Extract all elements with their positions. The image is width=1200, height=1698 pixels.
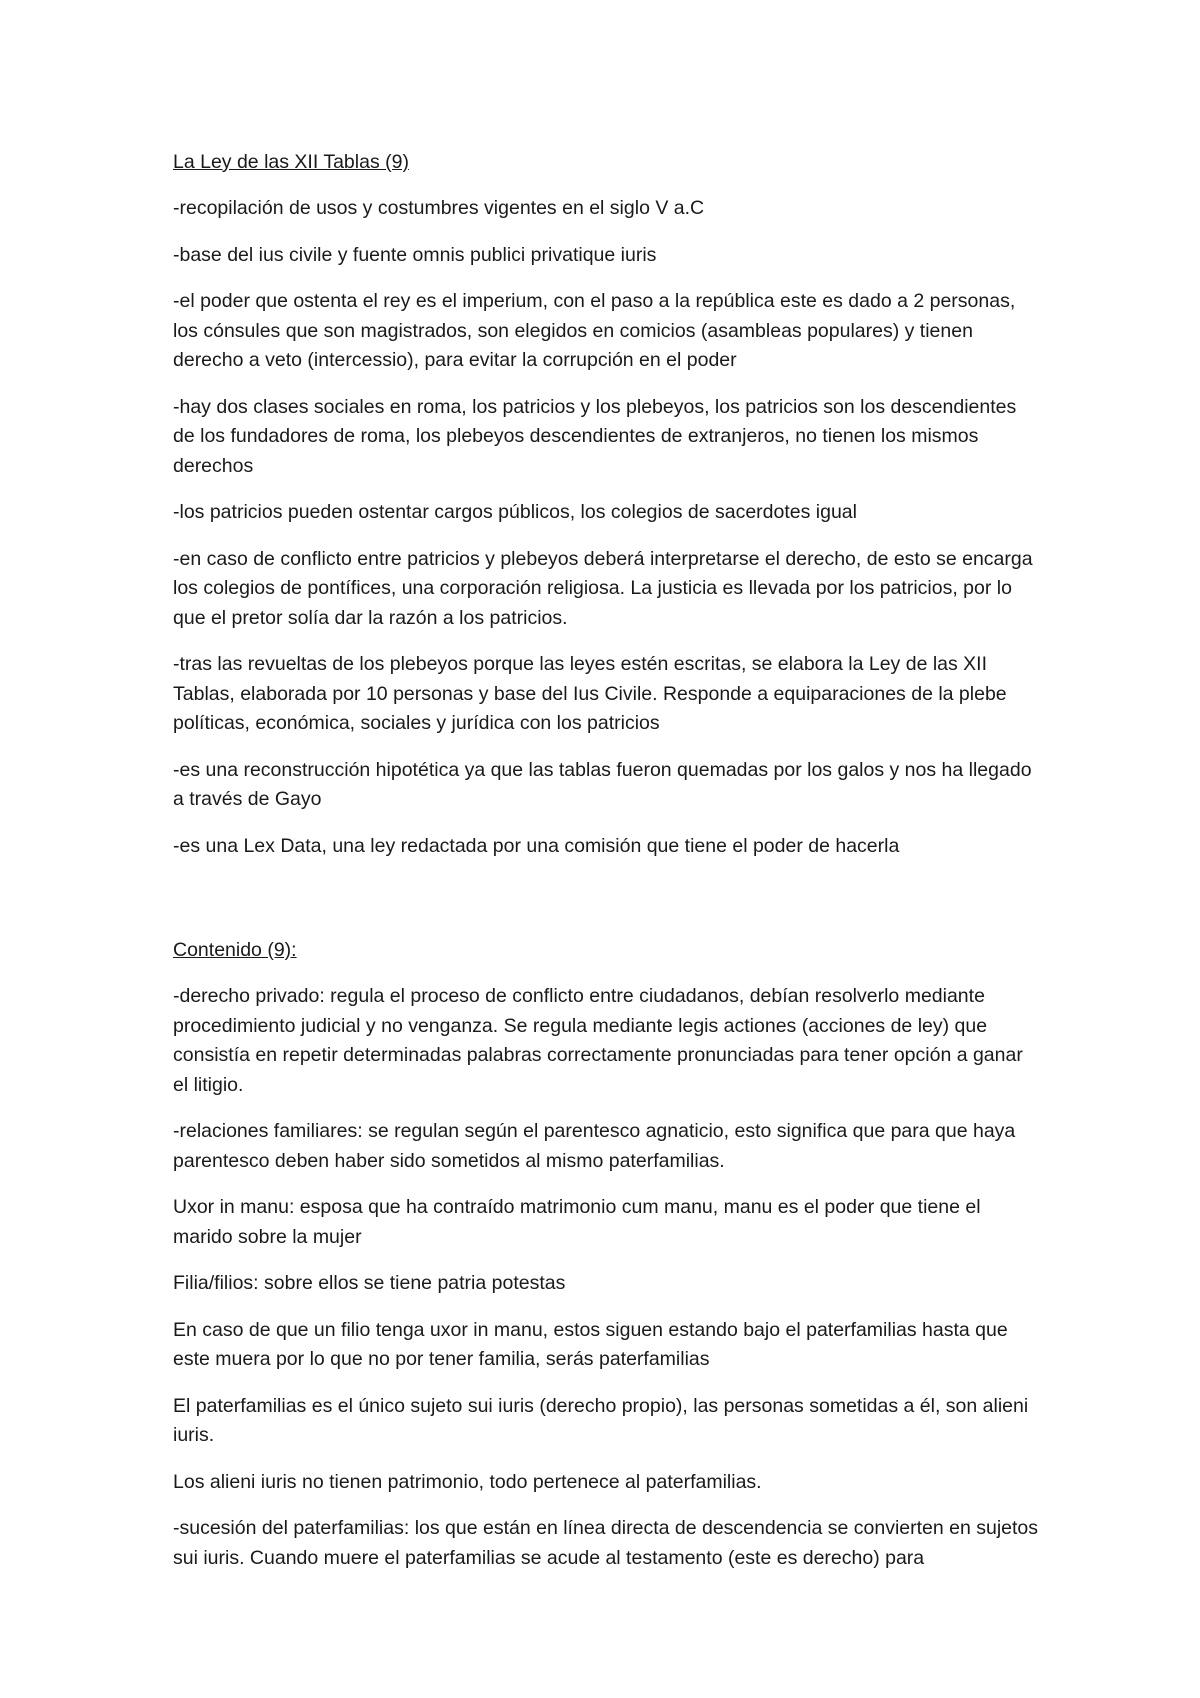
paragraph: -el poder que ostenta el rey es el imperium, con el paso a la república este es dado a 2 personas, los cónsules que son magistrados, son elegidos en comicios (asambleas populares) y tienen derecho a veto (intercessio), para evitar la corrupción en el poder [173, 290, 1016, 371]
paragraph: Uxor in manu: esposa que ha contraído matrimonio cum manu, manu es el poder que tiene el marido sobre la mujer [173, 1196, 981, 1248]
paragraph: -recopilación de usos y costumbres vigentes en el siglo V a.C [173, 197, 705, 219]
paragraph: -es una Lex Data, una ley redactada por una comisión que tiene el poder de hacerla [173, 834, 900, 857]
section-heading-xii-tablas: La Ley de las XII Tablas (9) [173, 151, 409, 173]
paragraph: -sucesión del paterfamilias: los que están en línea directa de descendencia se convierten en sujetos sui iuris. Cuando muere el paterfamilias se acude al testamento (este es derecho) para [173, 1517, 1039, 1569]
paragraph: -relaciones familiares: se regulan según el parentesco agnaticio, esto significa que para que haya parentesco deben haber sido sometidos al mismo paterfamilias. [173, 1120, 1016, 1172]
paragraph: -base del ius civile y fuente omnis publici privatique iuris [173, 243, 657, 266]
paragraph: -es una reconstrucción hipotética ya que las tablas fueron quemadas por los galos y nos ha llegado a través de Gayo [173, 758, 1032, 810]
paragraph: En caso de que un filio tenga uxor in manu, estos siguen estando bajo el paterfamilias hasta que este muera por lo que no por tener familia, serás paterfamilias [173, 1318, 1008, 1370]
paragraph: El paterfamilias es el único sujeto sui iuris (derecho propio), las personas sometidas a él, son alieni iuris. [173, 1394, 1029, 1446]
paragraph: -tras las revueltas de los plebeyos porque las leyes estén escritas, se elabora la Ley de las XII Tablas, elaborada por 10 personas y base del Ius Civile. Responde a equiparaciones de la plebe políticas, económica, sociales y jurídica con los patricios [173, 653, 1007, 734]
paragraph: Los alieni iuris no tienen patrimonio, todo pertenece al paterfamilias. [173, 1470, 762, 1493]
section-spacer [173, 878, 1043, 936]
paragraph: -derecho privado: regula el proceso de conflicto entre ciudadanos, debían resolverlo mediante procedimiento judicial y no venganza. Se regula mediante legis actiones (acciones de ley) que consistía en repetir determinadas palabras correctamente pronunciadas para tener opción a ganar el litigio. [173, 985, 1023, 1096]
paragraph: -los patricios pueden ostentar cargos públicos, los colegios de sacerdotes igual [173, 501, 857, 523]
paragraph: -hay dos clases sociales en roma, los patricios y los plebeyos, los patricios son los descendientes de los fundadores de roma, los plebeyos descendientes de extranjeros, no tienen los mismos derechos [173, 395, 1017, 477]
paragraph: Filia/filios: sobre ellos se tiene patria potestas [173, 1272, 566, 1294]
paragraph: -en caso de conflicto entre patricios y plebeyos deberá interpretarse el derecho, de esto se encarga los colegios de pontífices, una corporación religiosa. La justicia es llevada por los patricios, por lo que el pretor solía dar la razón a los patricios. [173, 547, 1033, 629]
section-heading-contenido: Contenido (9): [173, 939, 297, 961]
document-page [173, 148, 1043, 1590]
